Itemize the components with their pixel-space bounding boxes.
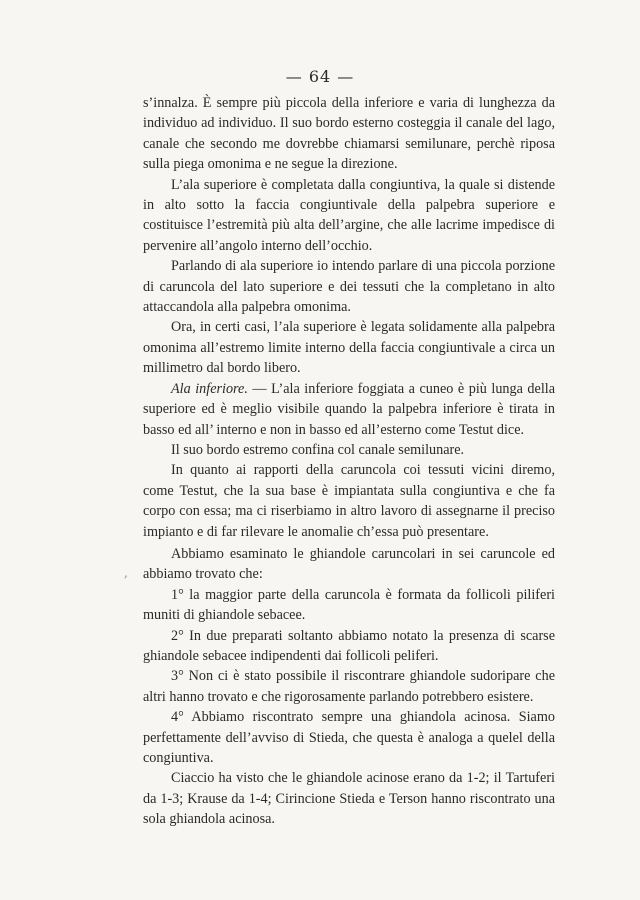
list-item: 4° Abbiamo riscontrato sempre una ghiandola acinosa. Siamo perfettamente dell’avviso di Stieda, che questa è analoga a quelel della congiuntiva. — [143, 709, 555, 766]
list-item: 1° la maggior parte della caruncola è formata da follicoli piliferi muniti di ghiandole sebacee. — [143, 586, 555, 624]
paragraph: Parlando di ala superiore io intendo parlare di una piccola porzione di caruncola del lato superiore e dei tessuti che la completano in alto attaccandola alla palpebra omonima. — [143, 258, 555, 316]
margin-mark: , — [124, 566, 128, 580]
paragraph: Abbiamo esaminato le ghiandole caruncolari in sei caruncole ed abbiamo trovato che: — [143, 545, 555, 583]
page-number: — 64 — — [285, 67, 355, 86]
paragraph: L’ala superiore è completata dalla congiuntiva, la quale si distende in alto sotto la faccia congiuntivale della palpebra superiore e costituisce l’estremità più alta dell’argine, che alle lacrime impedisce di pervenire all’angolo interno dell’occhio. — [143, 176, 555, 254]
paragraph — [143, 379, 555, 440]
list-item: 3° Non ci è stato possibile il riscontrare ghiandole sudoripare che altri hanno trovato e che rigorosamente parlando potrebbero esistere. — [143, 668, 555, 705]
paragraph-body: — L’ala inferiore foggiata a cuneo è più lunga della superiore ed è meglio visibile quando la palpebra inferiore è tirata in basso ed all’ interno e non in basso ed all’esterno come Testut dice. — [143, 380, 555, 438]
paragraph: Ciaccio ha visto che le ghiandole acinose erano da 1-2; il Tartuferi da 1-3; Krause da 1-4; Cirincione Stieda e Terson hanno riscontrato una sola ghiandola acinosa. — [143, 770, 555, 828]
paragraph: Il suo bordo estremo confina col canale semilunare. — [171, 441, 465, 458]
paragraph: In quanto ai rapporti della caruncola coi tessuti vicini diremo, come Testut, che la sua base è impiantata sulla congiuntiva e che fa corpo con essa; ma ci riserbiamo in altro lavoro di assegnarne il preciso impianto e di far rilevare le anomalie ch’essa può presentare. — [143, 462, 555, 540]
list-item: 2° In due preparati soltanto abbiamo notato la presenza di scarse ghiandole sebacee indipendenti dai follicoli peliferi. — [143, 627, 555, 664]
body-text — [143, 93, 555, 830]
paragraph: s’innalza. È sempre più piccola della inferiore e varia di lunghezza da individuo ad individuo. Il suo bordo esterno costeggia il canale del lago, canale che secondo me dovrebbe chiamarsi semilunare, perchè riposa sulla piega omonima e ne segue la direzione. — [143, 95, 555, 173]
paragraph: Ora, in certi casi, l’ala superiore è legata solidamente alla palpebra omonima all’estremo limite interno della faccia congiuntivale a circa un millimetro dal bordo libero. — [143, 319, 555, 377]
section-heading: Ala inferiore. — [171, 380, 248, 397]
